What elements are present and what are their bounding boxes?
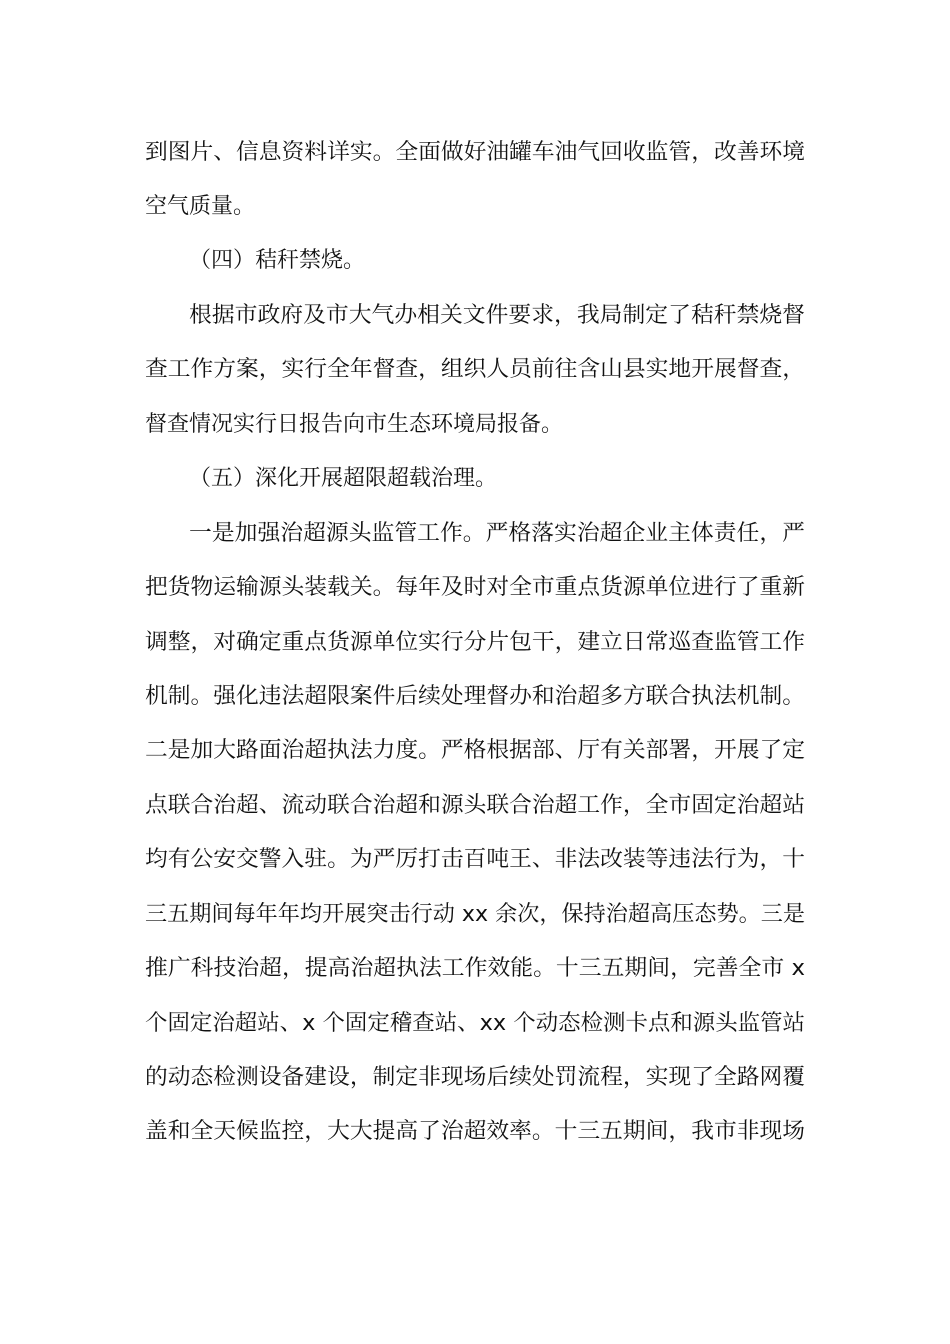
text-line: 查工作方案，实行全年督查，组织人员前往含山县实地开展督查， (145, 357, 805, 382)
text-line: 二是加大路面治超执法力度。严格根据部、厅有关部署，开展了定 (145, 738, 805, 763)
text-line: 个固定治超站、x 个固定稽查站、xx 个动态检测卡点和源头监管站 (145, 1011, 806, 1036)
text-line: 一是加强治超源头监管工作。严格落实治超企业主体责任，严 (189, 521, 805, 546)
section-heading: （五）深化开展超限超载治理。 (189, 466, 498, 491)
text-line: 调整，对确定重点货源单位实行分片包干，建立日常巡查监管工作 (145, 630, 805, 655)
text-line: 把货物运输源头装载关。每年及时对全市重点货源单位进行了重新 (145, 575, 805, 600)
text-line: 督查情况实行日报告向市生态环境局报备。 (145, 412, 564, 437)
text-line: 三五期间每年年均开展突击行动 xx 余次，保持治超高压态势。三是 (145, 902, 805, 927)
text-line: 的动态检测设备建设，制定非现场后续处罚流程，实现了全路网覆 (145, 1065, 805, 1090)
text-line: 到图片、信息资料详实。全面做好油罐车油气回收监管，改善环境 (145, 140, 805, 165)
text-line: 根据市政府及市大气办相关文件要求，我局制定了秸秆禁烧督 (189, 303, 805, 328)
text-line: 盖和全天候监控，大大提高了治超效率。十三五期间，我市非现场 (145, 1119, 805, 1144)
text-line: 点联合治超、流动联合治超和源头联合治超工作，全市固定治超站 (145, 793, 805, 818)
text-line: 均有公安交警入驻。为严厉打击百吨王、非法改装等违法行为，十 (145, 847, 805, 872)
section-heading: （四）秸秆禁烧。 (189, 248, 366, 273)
text-line: 推广科技治超，提高治超执法工作效能。十三五期间，完善全市 x (145, 956, 805, 981)
text-line: 机制。强化违法超限案件后续处理督办和治超多方联合执法机制。 (145, 684, 805, 709)
text-line: 空气质量。 (145, 194, 256, 219)
